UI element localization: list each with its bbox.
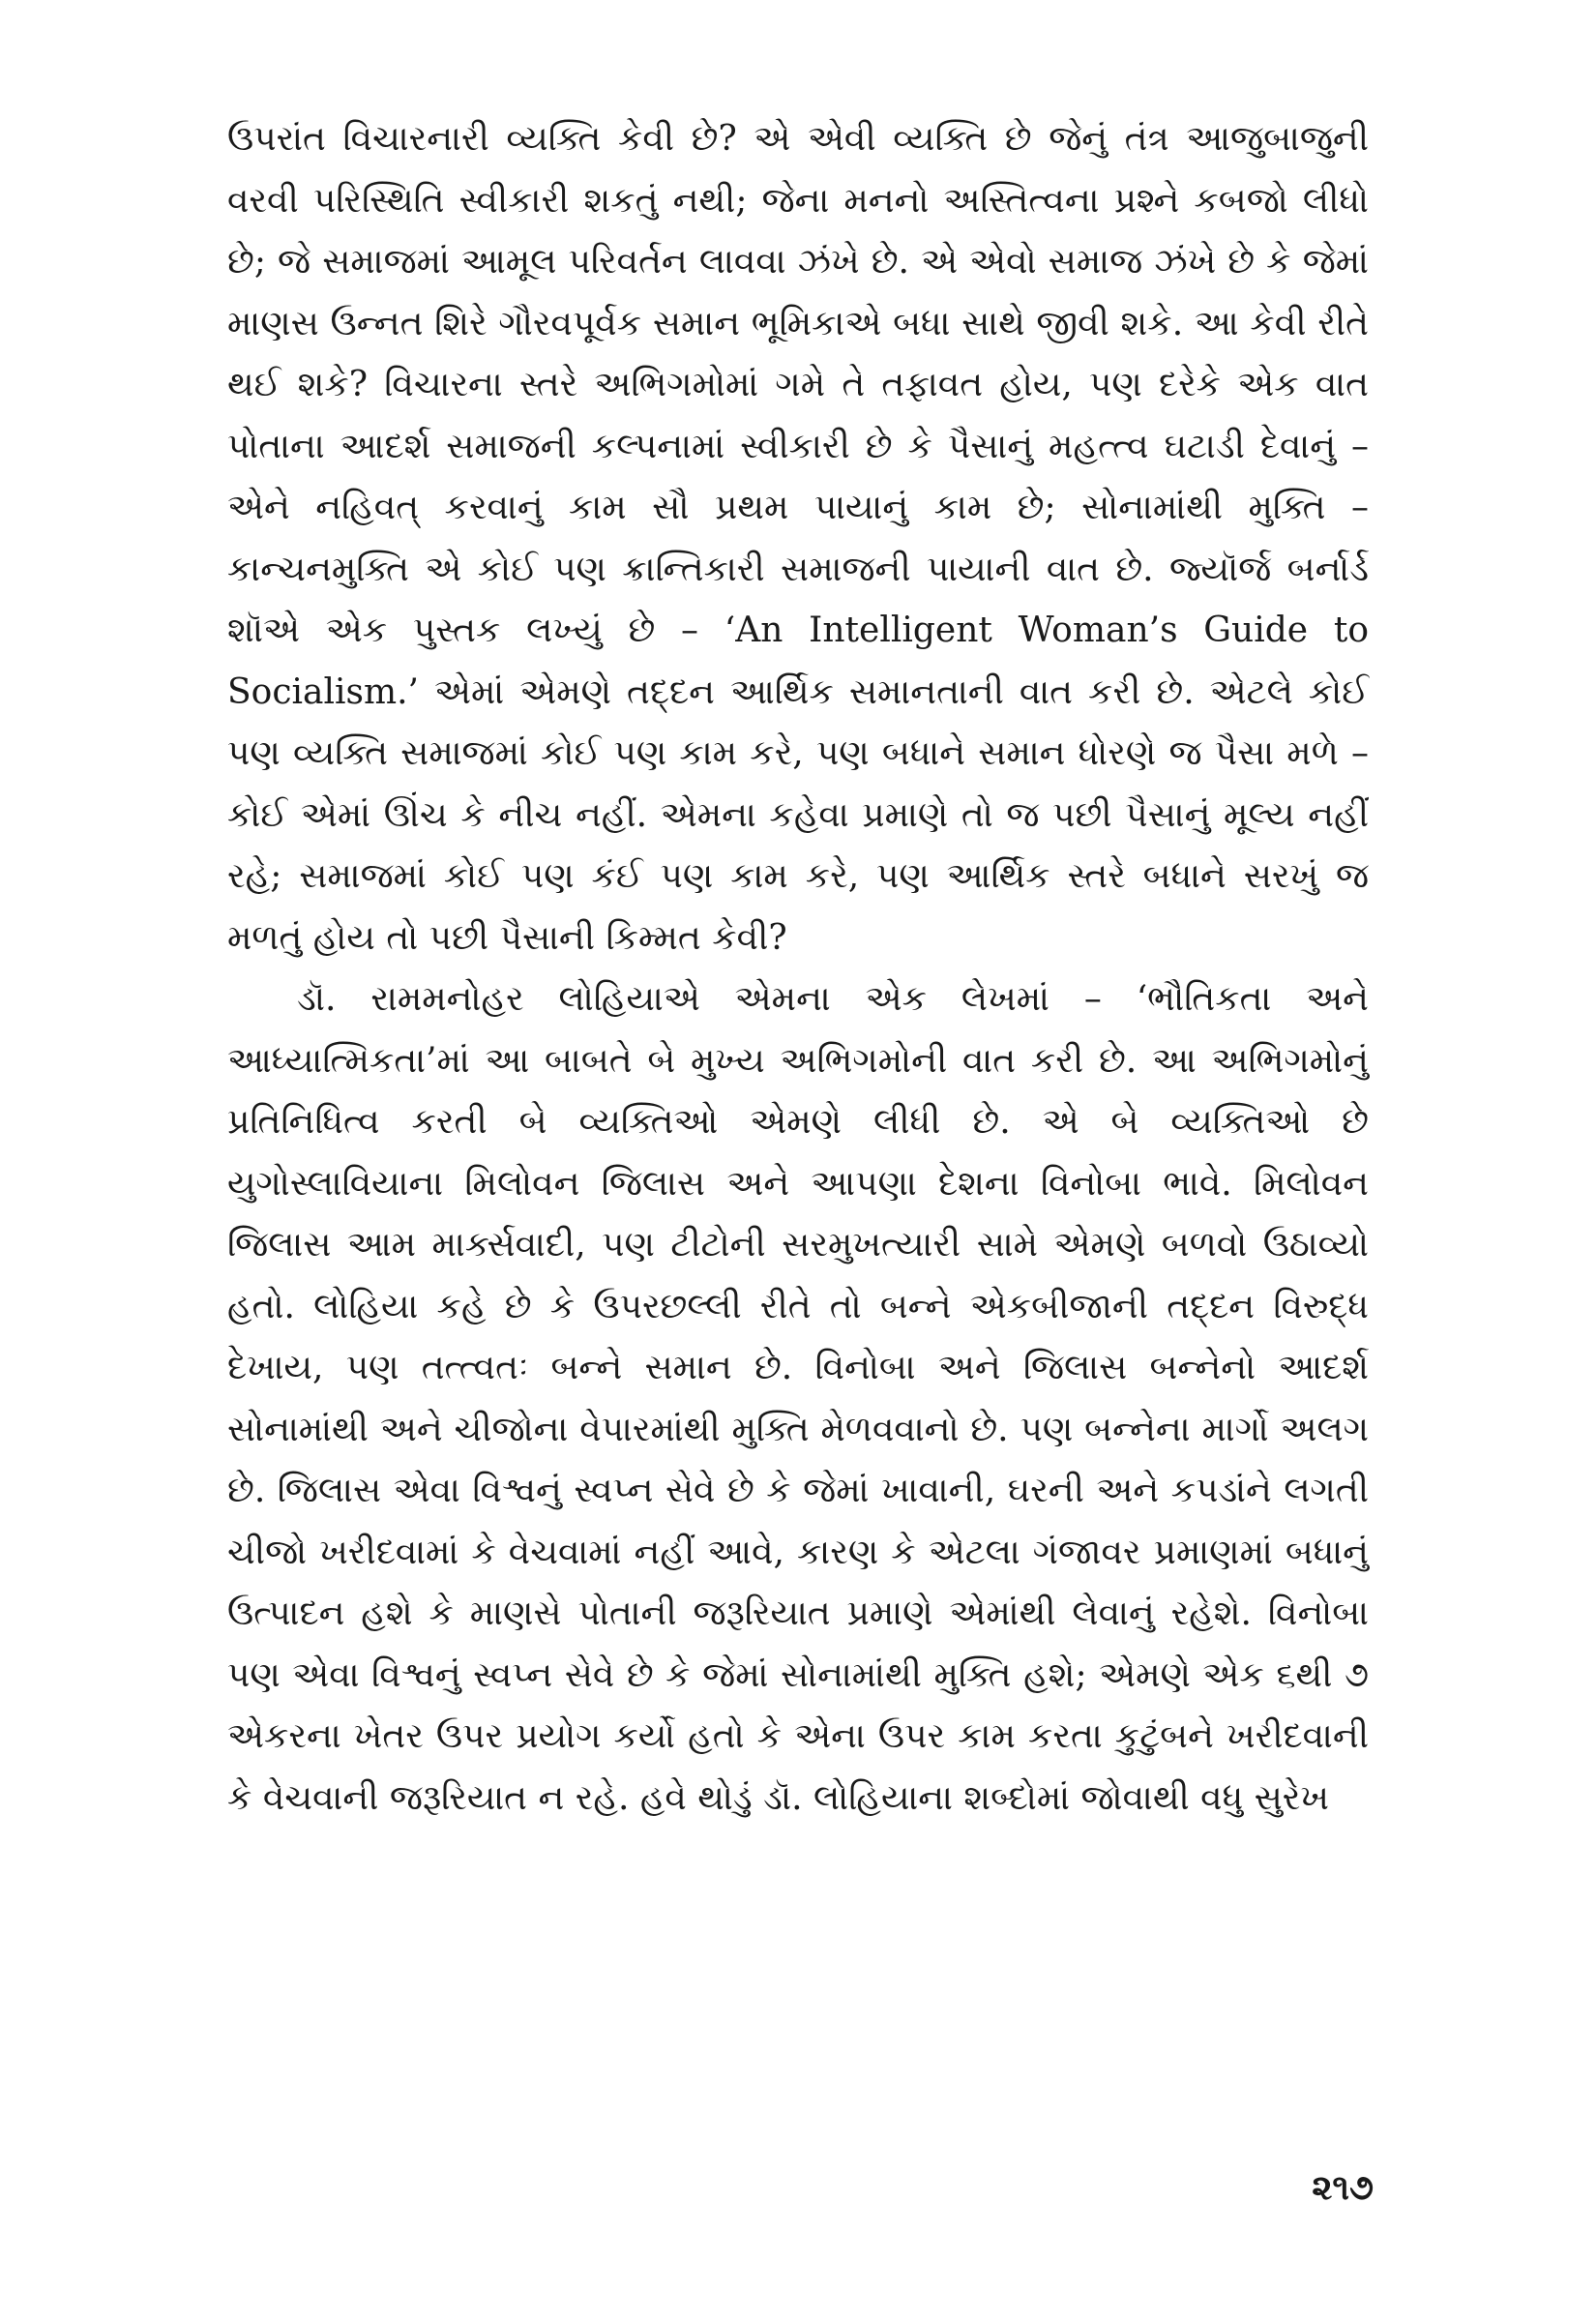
body-text: [227, 108, 1369, 1829]
paragraph-1: ઉપરાંત વિચારનારી વ્યક્તિ કેવી છે? એ એવી વ્યક્તિ છે જેનું તંત્ર આજુબાજુની વરવી પરિસ્થિતિ સ્વીકારી શકતું નથી; જેના મનનો અસ્તિત્વના પ્રશ્ને કબજો લીધો છે; જે સમાજમાં આમૂલ પરિવર્તન લાવવા ઝંખે છે. એ એવો સમાજ ઝંખે છે કે જેમાં માણસ ઉન્નત શિરે ગૌરવપૂર્વક સમાન ભૂમિકાએ બધા સાથે જીવી શકે. આ કેવી રીતે થઈ શકે? વિચારના સ્તરે અભિગમોમાં ગમે તે તફાવત હોય, પણ દરેકે એક વાત પોતાના આદર્શ સમાજની કલ્પનામાં સ્વીકારી છે કે પૈસાનું મહત્ત્વ ઘટાડી દેવાનું – એને નહિવત્ કરવાનું કામ સૌ પ્રથમ પાયાનું કામ છે; સોનામાંથી મુક્તિ – કાન્ચનમુક્તિ એ કોઈ પણ ક્રાન્તિકારી સમાજની પાયાની વાત છે. જ્યૉર્જ બર્નાર્ડ શૉએ એક પુસ્તક લખ્યું છે – ‘An Intelligent Woman’s Guide to Socialism.’ એમાં એમણે તદ્દન આર્થિક સમાનતાની વાત કરી છે. એટલે કોઈ પણ વ્યક્તિ સમાજમાં કોઈ પણ કામ કરે, પણ બધાને સમાન ધોરણે જ પૈસા મળે – કોઈ એમાં ઊંચ કે નીચ નહીં. એમના કહેવા પ્રમાણે તો જ પછી પૈસાનું મૂલ્ય નહીં રહે; સમાજમાં કોઈ પણ કંઈ પણ કામ કરે, પણ આર્થિક સ્તરે બધાને સરખું જ મળતું હોય તો પછી પૈસાની કિમ્મત કેવી?: [227, 119, 1369, 958]
page-number: ૨૧૭: [1312, 2167, 1374, 2208]
paragraph-2: ડૉ. રામમનોહર લોહિયાએ એમના એક લેખમાં – ‘ભૌતિકતા અને આધ્યાત્મિકતા’માં આ બાબતે બે મુખ્ય અભિગમોની વાત કરી છે. આ અભિગમોનું પ્રતિનિધિત્વ કરતી બે વ્યક્તિઓ એમણે લીધી છે. એ બે વ્યક્તિઓ છે યુગોસ્લાવિયાના મિલોવન જિલાસ અને આપણા દેશના વિનોબા ભાવે. મિલોવન જિલાસ આમ માર્ક્સવાદી, પણ ટીટોની સરમુખત્યારી સામે એમણે બળવો ઉઠાવ્યો હતો. લોહિયા કહે છે કે ઉપરછલ્લી રીતે તો બન્ને એકબીજાની તદ્દન વિરુદ્ધ દેખાય, પણ તત્ત્વતઃ બન્ને સમાન છે. વિનોબા અને જિલાસ બન્નેનો આદર્શ સોનામાંથી અને ચીજોના વેપારમાંથી મુક્તિ મેળવવાનો છે. પણ બન્નેના માર્ગો અલગ છે. જિલાસ એવા વિશ્વનું સ્વપ્ન સેવે છે કે જેમાં ખાવાની, ઘરની અને કપડાંને લગતી ચીજો ખરીદવામાં કે વેચવામાં નહીં આવે, કારણ કે એટલા ગંજાવર પ્રમાણમાં બધાનું ઉત્પાદન હશે કે માણસે પોતાની જરૂરિયાત પ્રમાણે એમાંથી લેવાનું રહેશે. વિનોબા પણ એવા વિશ્વનું સ્વપ્ન સેવે છે કે જેમાં સોનામાંથી મુક્તિ હશે; એમણે એક ૬થી ૭ એકરના ખેતર ઉપર પ્રયોગ કર્યો હતો કે એના ઉપર કામ કરતા કુટુંબને ખરીદવાની કે વેચવાની જરૂરિયાત ન રહે. હવે થોડું ડૉ. લોહિયાના શબ્દોમાં જોવાથી વધુ સુરેખ: [227, 979, 1369, 1818]
